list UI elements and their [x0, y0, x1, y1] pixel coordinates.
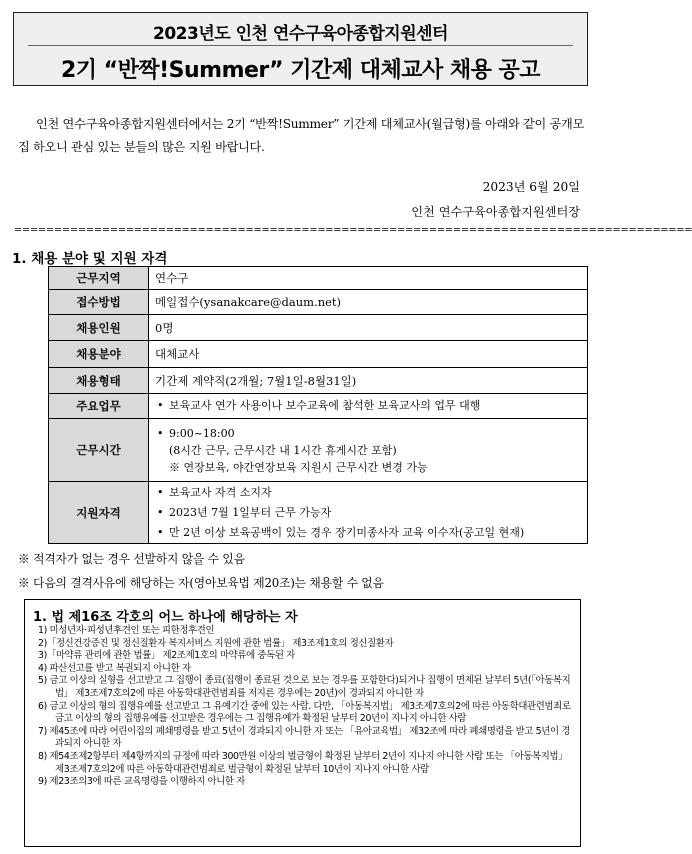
table-row [49, 290, 588, 315]
label-method: 접수방법 [49, 290, 149, 315]
value-location: 연수구 [149, 267, 588, 290]
qualification-item: • 2023년 7월 1일부터 근무 가능자 [169, 503, 581, 523]
list-item: 2)「정신건강증진 및 정신질환자 복지서비스 지원에 관한 법률」 제3조제1호의 정신질환자 [38, 637, 394, 649]
list-item: 1) 미성년자·피성년후견인 또는 피한정후견인 [38, 625, 215, 636]
box-title: 1. 법 제16조 각호의 어느 하나에 해당하는 자 [33, 610, 298, 625]
title-line-2: 2기 “반짝!Summer” 기간제 대체교사 채용 공고 [60, 58, 541, 83]
value-count: 0명 [149, 315, 588, 341]
table-row [49, 394, 588, 419]
qualification-item: • 만 2년 이상 보육공백이 있는 경우 장기미종사자 교육 이수자(공고일 현재) [169, 523, 581, 543]
announcement-date: 2023년 6월 20일 [482, 180, 580, 194]
value-field: 대체교사 [149, 341, 588, 368]
intro-paragraph: 인천 연수구육아종합지원센터에서는 2기 “반짝!Summer” 기간제 대체교사(월급형)를 아래와 같이 공개모집 하오니 관심 있는 분들의 많은 지원 바랍니다. [18, 117, 584, 154]
table-row [49, 341, 588, 368]
hours-detail: (8시간 근무, 근무시간 내 1시간 휴게시간 포함) [169, 443, 397, 457]
label-count: 채용인원 [49, 315, 149, 341]
table-row [49, 482, 588, 544]
list-item: 6) 금고 이상의 형의 집행유예를 선고받고 그 유예기간 중에 있는 사람. 다만, 「아동복지법」 제3조제7호의2에 따른 아동학대관련범죄로 금고 이상의 형의 집행유예를 선고받은 경우에는 그 집행유예가 확정된 날부터 20년이 지나지 아니한 사람 [38, 700, 571, 725]
list-item: 7) 제45조에 따라 어린이집의 폐쇄명령을 받고 5년이 경과되지 아니한 자 또는 「유아교육법」 제32조에 따라 폐쇄명령을 받고 5년이 경과되지 아니한 자 [38, 725, 570, 750]
value-method: 메일접수(ysanakcare@daum.net) [149, 290, 588, 315]
list-item: 9) 제23조의3에 따른 교육명령을 이행하지 아니한 자 [38, 776, 245, 788]
label-hours: 근무시간 [49, 419, 149, 482]
recruitment-table [48, 266, 588, 544]
label-field: 채용분야 [49, 341, 149, 368]
note-2: ※ 다음의 결격사유에 해당하는 자(영아보육법 제20조)는 채용할 수 없음 [18, 576, 384, 590]
title-banner [13, 12, 588, 86]
table-row [49, 315, 588, 341]
qualification-item: • 보육교사 자격 소지자 [169, 483, 581, 503]
duty-item: • 보육교사 연가 사용이나 보수교육에 참석한 보육교사의 업무 대행 [169, 396, 581, 416]
value-type: 기간제 계약직(2개월; 7월1일-8월31일) [149, 368, 588, 394]
value-qualification [149, 482, 588, 544]
value-hours [149, 419, 588, 482]
label-duty: 주요업무 [49, 394, 149, 419]
section-1-title: 1. 채용 분야 및 지원 자격 [12, 251, 168, 267]
label-type: 채용형태 [49, 368, 149, 394]
label-qualification: 지원자격 [49, 482, 149, 544]
list-item: 8) 제54조제2항부터 제4항까지의 규정에 따라 300만원 이상의 벌금형이 확정된 날부터 2년이 지나지 아니한 사람 또는 「아동복지법」 제3조제7호의2에 따른 아동학대관련범죄로 벌금형이 확정된 날부터 10년이 지나지 아니한 사람 [38, 750, 568, 775]
double-line-divider: ===================================================================================== [14, 225, 692, 236]
hours-item: • 9:00~18:00 [169, 425, 581, 442]
list-item: 5) 금고 이상의 실형을 선고받고 그 집행이 종료(집행이 종료된 것으로 보는 경우를 포함한다)되거나 집행이 면제된 날부터 5년(「아동복지법」 제3조제7호의2에 따른 아동학대관련범죄를 저지른 경우에는 20년)이 경과되지 아니한 자 [38, 675, 571, 699]
list-item: 4) 파산선고를 받고 복권되지 아니한 자 [38, 662, 191, 674]
title-line-1: 2023년도 인천 연수구육아종합지원센터 [153, 24, 448, 44]
value-duty [149, 394, 588, 419]
disqualification-box [24, 599, 581, 847]
organization-signature: 인천 연수구육아종합지원센터장 [411, 205, 580, 219]
list-item: 3)「마약류 관리에 관한 법률」 제2조제1호의 마약류에 중독된 자 [38, 650, 295, 662]
table-row [49, 267, 588, 290]
hours-note: ※ 연장보육, 야간연장보육 지원시 근무시간 변경 가능 [169, 460, 428, 474]
table-row [49, 419, 588, 482]
label-location: 근무지역 [49, 267, 149, 290]
table-row [49, 368, 588, 394]
disqualification-list [38, 625, 574, 789]
title-divider [28, 45, 573, 46]
note-1: ※ 적격자가 없는 경우 선발하지 않을 수 있음 [18, 552, 245, 566]
